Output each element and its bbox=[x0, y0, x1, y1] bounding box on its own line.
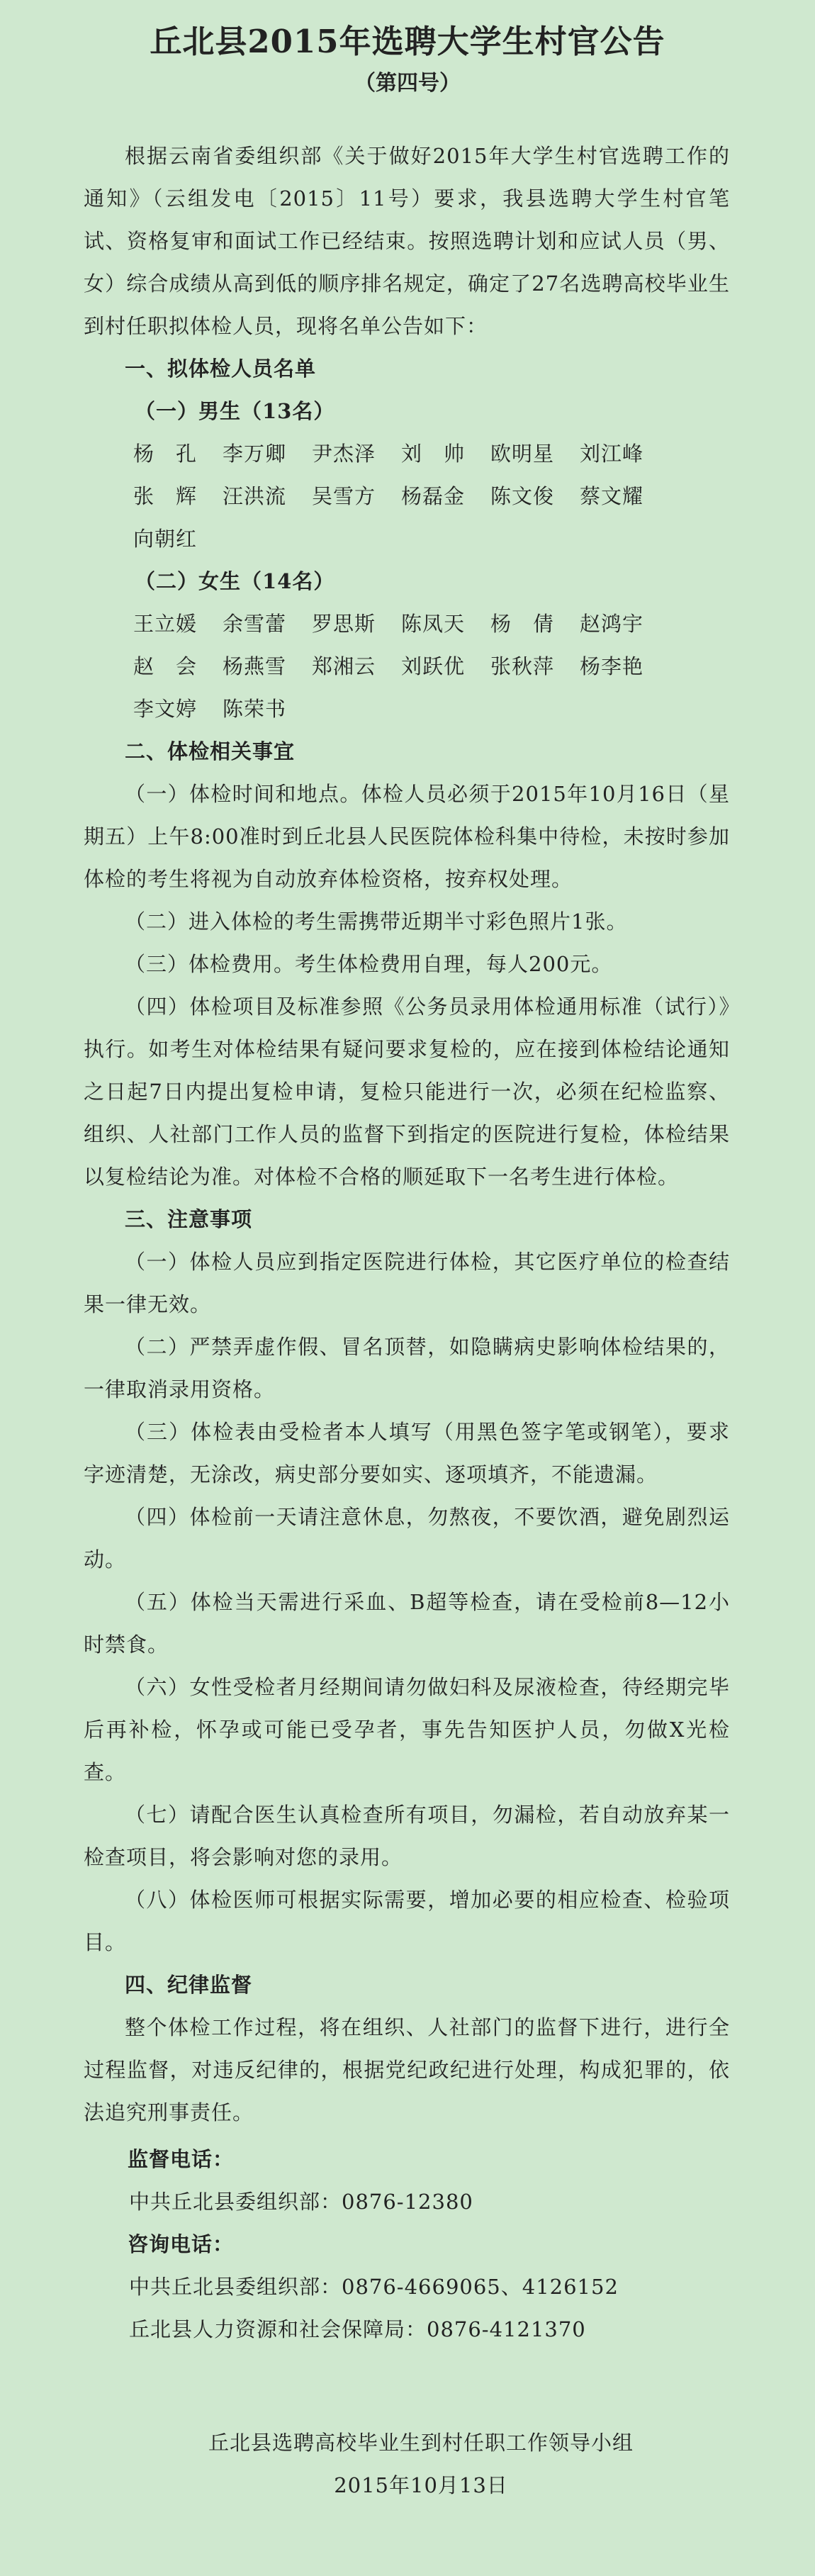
page-title: 丘北县2015年选聘大学生村官公告 bbox=[150, 23, 665, 60]
consult-phone: 中共丘北县委组织部：0876-4669065、4126152 bbox=[129, 2275, 619, 2299]
notice-item: （四）体检项目及标准参照《公务员录用体检通用标准（试行）》执行。如考生对体检结果有疑问要求复检的，应在接到体检结论通知之日起7日内提出复检申请，复检只能进行一次，必须在纪检监察、组织、人社部门工作人员的监督下到指定的医院进行复检，体检结果以复检结论为准。对体检不合格的顺延取下一名考生进行体检。 bbox=[84, 995, 730, 1189]
consult-label: 咨询电话： bbox=[128, 2232, 235, 2256]
person-name: 汪洪流 bbox=[223, 484, 287, 508]
supervision-phone: 中共丘北县委组织部：0876-12380 bbox=[129, 2190, 473, 2214]
section-heading: 三、注意事项 bbox=[125, 1207, 253, 1231]
person-name: 吴雪方 bbox=[312, 484, 376, 508]
consult-phone: 丘北县人力资源和社会保障局：0876-4121370 bbox=[129, 2317, 586, 2341]
person-name: 罗思斯 bbox=[312, 612, 376, 636]
notice-item: （二）进入体检的考生需携带近期半寸彩色照片1张。 bbox=[125, 909, 628, 934]
section-heading: 一、拟体检人员名单 bbox=[125, 357, 317, 381]
notice-item: （八）体检医师可根据实际需要，增加必要的相应检查、检验项目。 bbox=[84, 1888, 730, 1954]
person-name: 王立媛 bbox=[133, 612, 198, 636]
notice-item: （二）严禁弄虚作假、冒名顶替，如隐瞒病史影响体检结果的，一律取消录用资格。 bbox=[84, 1335, 730, 1401]
person-name: 杨 倩 bbox=[490, 612, 555, 636]
person-name: 杨 孔 bbox=[133, 442, 198, 466]
person-name: 李万卿 bbox=[223, 442, 287, 466]
female-name-list bbox=[84, 603, 730, 730]
intro-paragraph: 根据云南省委组织部《关于做好2015年大学生村官选聘工作的通知》（云组发电〔2015〕11号）要求，我县选聘大学生村官笔试、资格复审和面试工作已经结束。按照选聘计划和应试人员（男、女）综合成绩从高到低的顺序排名规定，确定了27名选聘高校毕业生到村任职拟体检人员，现将名单公告如下： bbox=[84, 144, 730, 338]
supervision-label: 监督电话： bbox=[128, 2147, 235, 2171]
notice-item: （三）体检表由受检者本人填写（用黑色签字笔或钢笔），要求字迹清楚，无涂改，病史部分要如实、逐项填齐，不能遗漏。 bbox=[84, 1420, 730, 1486]
person-name: 张 辉 bbox=[133, 484, 198, 508]
female-list-heading: （二）女生（14名） bbox=[135, 569, 335, 593]
date: 2015年10月13日 bbox=[334, 2473, 508, 2497]
notice-item: （五）体检当天需进行采血、B超等检查，请在受检前8—12小时禁食。 bbox=[84, 1590, 730, 1657]
person-name: 赵 会 bbox=[133, 654, 198, 678]
section-heading: 四、纪律监督 bbox=[125, 1973, 253, 1997]
signature: 丘北县选聘高校毕业生到村任职工作领导小组 bbox=[208, 2431, 634, 2455]
person-name: 郑湘云 bbox=[312, 654, 376, 678]
person-name: 杨李艳 bbox=[580, 654, 644, 678]
person-name: 蔡文耀 bbox=[580, 484, 644, 508]
notice-item: （一）体检人员应到指定医院进行体检，其它医疗单位的检查结果一律无效。 bbox=[84, 1250, 730, 1316]
person-name: 李文婷 bbox=[133, 697, 198, 721]
person-name: 赵鸿宇 bbox=[580, 612, 644, 636]
person-name: 尹杰泽 bbox=[312, 442, 376, 466]
announcement-number: （第四号） bbox=[354, 71, 461, 96]
notice-item: （七）请配合医生认真检查所有项目，勿漏检，若自动放弃某一检查项目，将会影响对您的录用。 bbox=[84, 1803, 730, 1869]
person-name: 刘江峰 bbox=[580, 442, 644, 466]
male-name-list bbox=[84, 432, 730, 560]
person-name: 向朝红 bbox=[133, 527, 198, 551]
person-name: 刘 帅 bbox=[401, 442, 466, 466]
notice-item: （一）体检时间和地点。体检人员必须于2015年10月16日（星期五）上午8:00准时到丘北县人民医院体检科集中待检，未按时参加体检的考生将视为自动放弃体检资格，按弃权处理。 bbox=[84, 782, 730, 891]
person-name: 余雪蕾 bbox=[223, 612, 287, 636]
notice-item: （三）体检费用。考生体检费用自理，每人200元。 bbox=[125, 952, 613, 976]
person-name: 陈荣书 bbox=[223, 697, 287, 721]
person-name: 杨燕雪 bbox=[223, 654, 287, 678]
notice-item: （四）体检前一天请注意休息，勿熬夜，不要饮酒，避免剧烈运动。 bbox=[84, 1505, 730, 1572]
person-name: 刘跃优 bbox=[401, 654, 466, 678]
person-name: 欧明星 bbox=[490, 442, 555, 466]
person-name: 张秋萍 bbox=[490, 654, 555, 678]
person-name: 陈文俊 bbox=[490, 484, 555, 508]
male-list-heading: （一）男生（13名） bbox=[135, 399, 335, 423]
announcement-body bbox=[84, 135, 730, 2507]
section-heading: 二、体检相关事宜 bbox=[125, 739, 296, 763]
person-name: 陈凤天 bbox=[401, 612, 466, 636]
notice-item: （六）女性受检者月经期间请勿做妇科及尿液检查，待经期完毕后再补检，怀孕或可能已受孕者，事先告知医护人员，勿做X光检查。 bbox=[84, 1675, 730, 1784]
discipline-paragraph: 整个体检工作过程，将在组织、人社部门的监督下进行，进行全过程监督，对违反纪律的，根据党纪政纪进行处理，构成犯罪的，依法追究刑事责任。 bbox=[84, 2015, 730, 2124]
person-name: 杨磊金 bbox=[401, 484, 466, 508]
